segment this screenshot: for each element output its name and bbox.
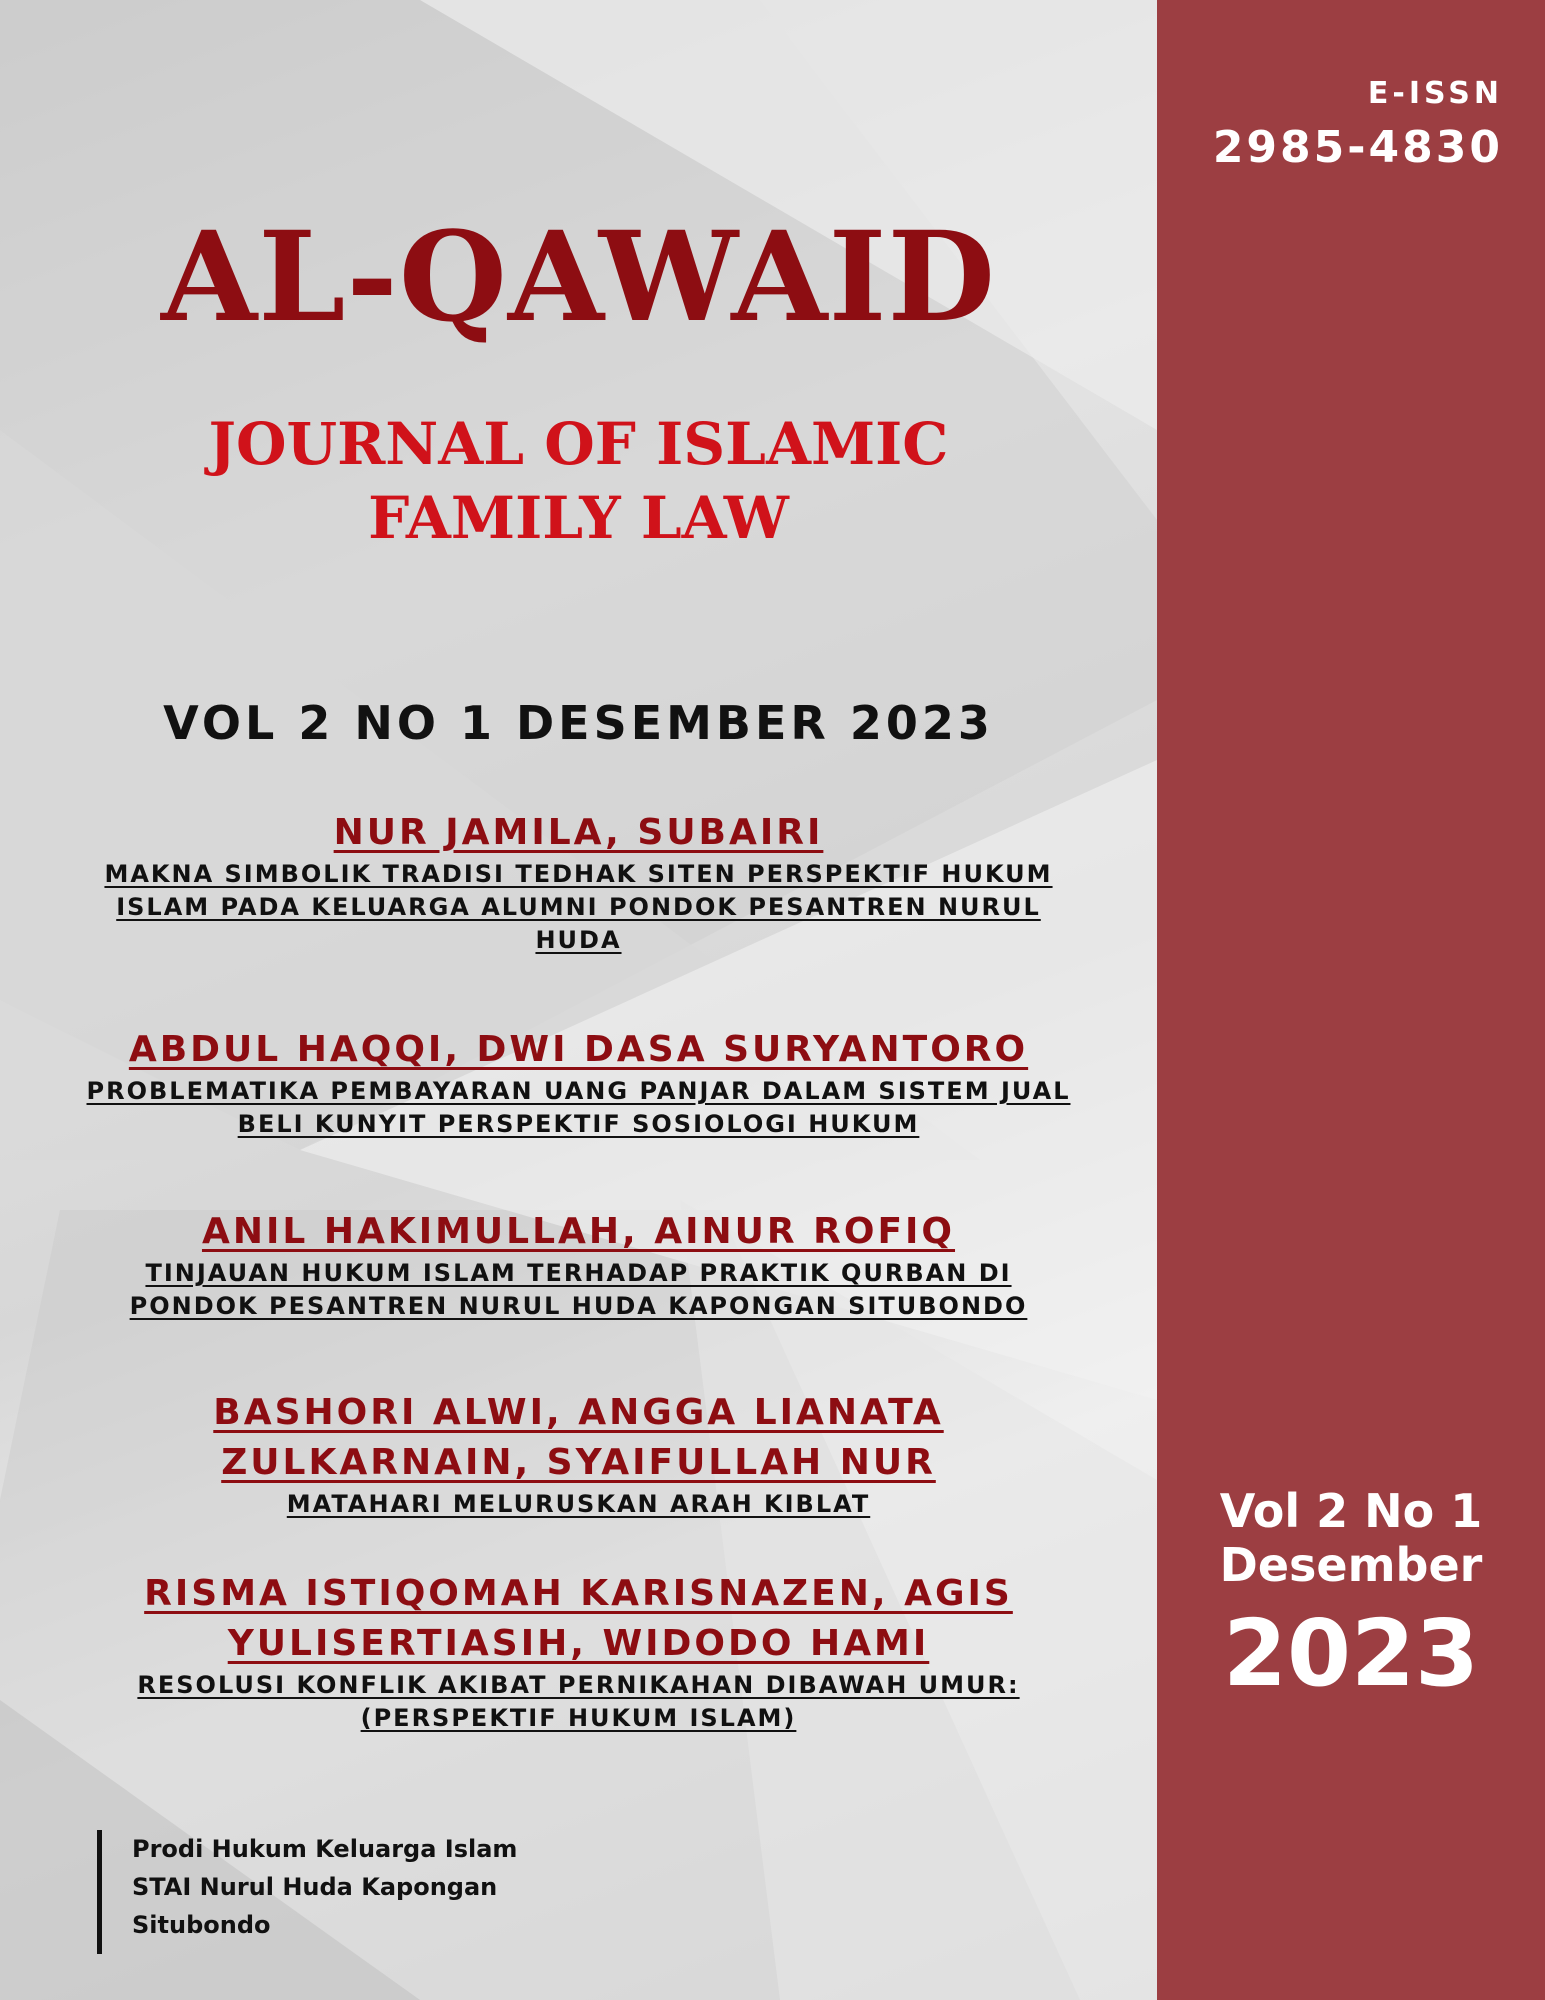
article-title: PROBLEMATIKA PEMBAYARAN UANG PANJAR DALAM SISTEM JUAL BELI KUNYIT PERSPEKTIF SOSIOLOGI HUKUM bbox=[86, 1077, 1071, 1138]
article-item[interactable] bbox=[0, 808, 1157, 957]
publisher-line1: Prodi Hukum Keluarga Islam bbox=[132, 1835, 518, 1863]
sidebar-issue-line2: Desember bbox=[1219, 1538, 1483, 1592]
article-item[interactable] bbox=[0, 1207, 1157, 1323]
article-authors: BASHORI ALWI, ANGGA LIANATA ZULKARNAIN, SYAIFULLAH NUR bbox=[213, 1392, 944, 1483]
article-authors: ANIL HAKIMULLAH, AINUR ROFIQ bbox=[201, 1211, 956, 1252]
issn-number: 2985-4830 bbox=[1212, 122, 1503, 173]
article-authors: ABDUL HAQQI, DWI DASA SURYANTORO bbox=[128, 1029, 1029, 1070]
article-title: TINJAUAN HUKUM ISLAM TERHADAP PRAKTIK QURBAN DI PONDOK PESANTREN NURUL HUDA KAPONGAN SITUBONDO bbox=[129, 1259, 1028, 1320]
sidebar-issue-year: 2023 bbox=[1222, 1600, 1480, 1707]
article-item[interactable] bbox=[0, 1569, 1157, 1735]
article-title: MATAHARI MELURUSKAN ARAH KIBLAT bbox=[286, 1490, 871, 1518]
sidebar-issue-line1: Vol 2 No 1 bbox=[1219, 1484, 1483, 1538]
publisher-line2: STAI Nurul Huda Kapongan bbox=[132, 1873, 498, 1901]
article-item[interactable] bbox=[0, 1025, 1157, 1141]
journal-subtitle-line1: JOURNAL OF ISLAMIC bbox=[208, 410, 949, 478]
article-item[interactable] bbox=[0, 1388, 1157, 1521]
article-title: MAKNA SIMBOLIK TRADISI TEDHAK SITEN PERSPEKTIF HUKUM ISLAM PADA KELUARGA ALUMNI PONDOK PESANTREN NURUL HUDA bbox=[104, 860, 1053, 954]
article-authors: NUR JAMILA, SUBAIRI bbox=[333, 812, 824, 853]
article-authors: RISMA ISTIQOMAH KARISNAZEN, AGIS YULISERTIASIH, WIDODO HAMI bbox=[144, 1573, 1013, 1664]
journal-subtitle-line2: FAMILY LAW bbox=[368, 484, 789, 552]
article-title: RESOLUSI KONFLIK AKIBAT PERNIKAHAN DIBAWAH UMUR: (PERSPEKTIF HUKUM ISLAM) bbox=[137, 1671, 1020, 1732]
issue-heading: VOL 2 NO 1 DESEMBER 2023 bbox=[163, 696, 994, 750]
journal-title: AL-QAWAID bbox=[161, 205, 996, 350]
issn-label: E-ISSN bbox=[1367, 76, 1503, 111]
publisher-block bbox=[97, 1830, 517, 1954]
publisher-line3: Situbondo bbox=[132, 1911, 271, 1939]
